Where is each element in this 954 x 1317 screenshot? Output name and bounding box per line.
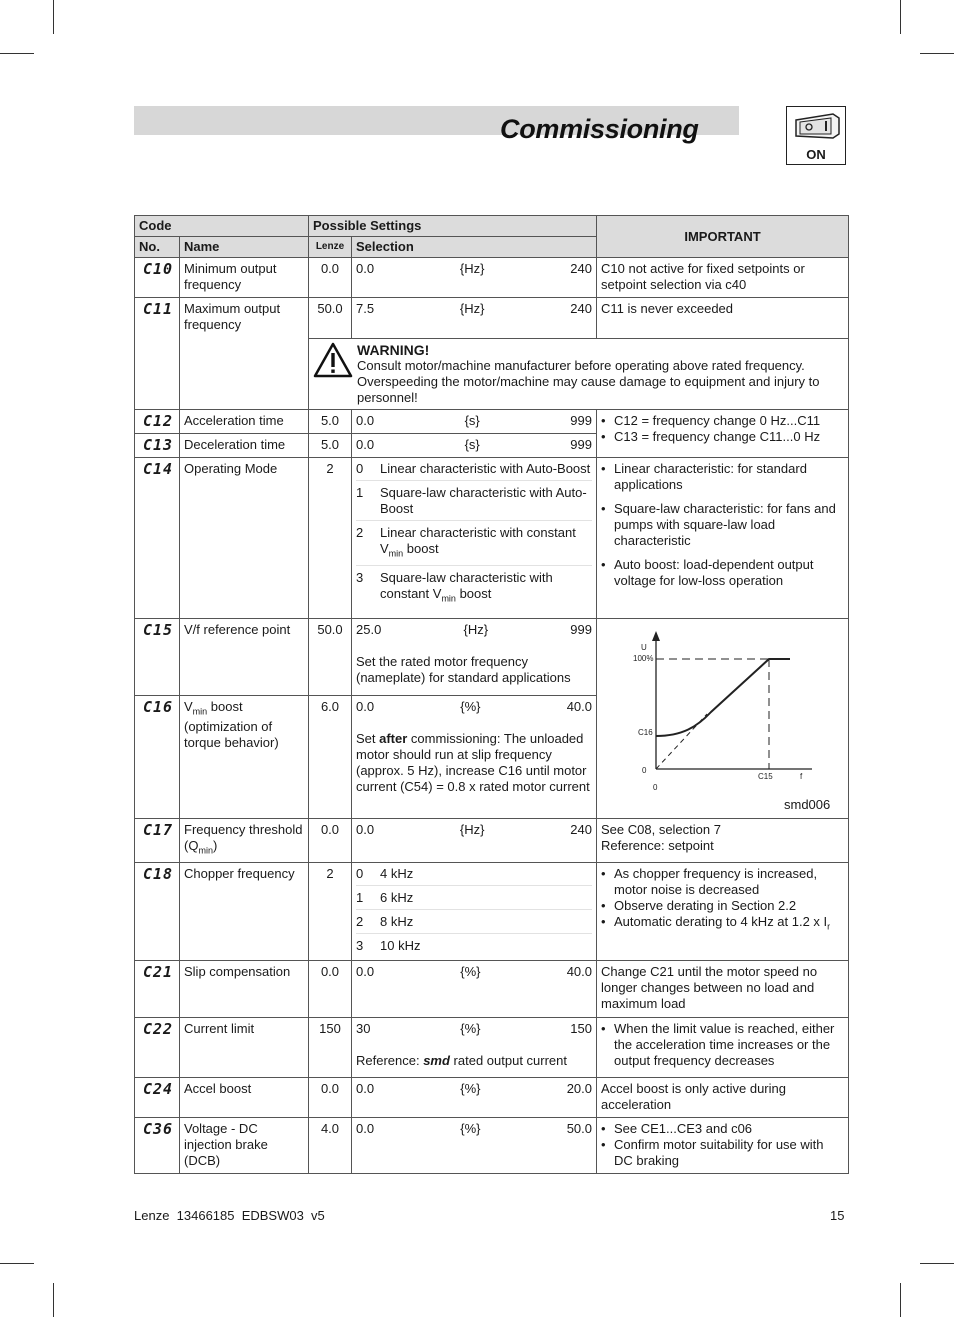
crop-mark	[0, 53, 34, 54]
table-row	[135, 298, 849, 339]
crop-mark	[920, 1263, 954, 1264]
page-title: Commissioning	[500, 114, 699, 144]
selection-cell	[352, 960, 597, 1017]
min-value: 0.0	[356, 1120, 375, 1136]
name-cell: Minimum output frequency	[180, 258, 309, 298]
figure-ref: smd006	[784, 797, 831, 812]
description: Set the rated motor frequency (nameplate) for standard applications	[356, 654, 571, 685]
selection-cell	[352, 862, 597, 960]
name-cell: Current limit	[180, 1017, 309, 1077]
selection-cell	[352, 819, 597, 863]
lenze-cell: 4.0	[309, 1117, 352, 1173]
name-cell: Deceleration time	[180, 434, 309, 458]
unit: {%}	[460, 963, 481, 979]
code-cell: C13	[135, 434, 180, 458]
description: Reference: smd rated output current	[356, 1052, 568, 1068]
code-cell: C14	[135, 458, 180, 619]
code-cell: C18	[135, 862, 180, 960]
table-row	[135, 1077, 849, 1117]
description: Set after commissioning: The unloaded motor should run at slip frequency (approx. 5 Hz), increase C16 until motor current (C54) = 0.8 x rated motor current	[356, 730, 590, 794]
page-number: 15	[830, 1208, 845, 1223]
name-cell: Frequency threshold $(Q_{min})$	[180, 819, 309, 863]
code-cell: C10	[135, 258, 180, 298]
header-row	[135, 216, 849, 237]
switch-icon	[787, 107, 845, 147]
code-cell: C16	[135, 695, 180, 818]
option-item: 0 Linear characteristic with Auto-Boost	[356, 461, 591, 476]
min-value: 0.0	[356, 698, 375, 714]
on-label: ON	[806, 147, 826, 162]
unit: {s}	[464, 437, 480, 452]
axis-label-f: f	[800, 772, 803, 781]
lenze-cell: 5.0	[309, 410, 352, 434]
lenze-cell: 0.0	[309, 1077, 352, 1117]
selection-cell	[352, 258, 597, 298]
graph-cell	[597, 619, 849, 819]
note-text: When the limit value is reached, either the acceleration time increases or the output frequency decreases	[614, 1020, 835, 1068]
lenze-cell: 50.0	[309, 298, 352, 339]
lenze-cell: 0.0	[309, 960, 352, 1017]
note-text: Square-law characteristic: for fans and pumps with square-law load characteristic	[614, 501, 836, 548]
max-value: 999	[570, 437, 592, 452]
max-value: 240	[570, 261, 592, 276]
option-item: 1 Square-law characteristic with Auto-Boost	[356, 480, 592, 520]
unit: {Hz}	[463, 622, 489, 637]
col-header-no: No.	[135, 237, 180, 258]
label-c15: C15	[758, 772, 773, 781]
label-zero-y: 0	[642, 766, 647, 775]
min-value: 0.0	[356, 261, 375, 276]
warning-title: WARNING!	[357, 342, 430, 358]
crop-mark	[900, 1283, 901, 1317]
lenze-cell: 0.0	[309, 258, 352, 298]
warning-text: Consult motor/machine manufacturer before operating above rated frequency. Overspeeding the motor/machine may cause damage to equipment and injury to personnel!	[357, 358, 820, 405]
crop-mark	[0, 1263, 34, 1264]
max-value: 150	[570, 1020, 592, 1036]
note-text: Observe derating in Section 2.2	[614, 897, 797, 913]
name-cell: Accel boost	[180, 1077, 309, 1117]
selection-cell	[352, 695, 597, 818]
important-cell: C10 not active for fixed setpoints or setpoint selection via c40	[597, 258, 849, 298]
max-value: 240	[570, 822, 592, 837]
warning-icon	[313, 342, 357, 406]
label-100-percent: 100%	[633, 654, 654, 663]
name-cell: $V_{min}$ boost (optimization of torque behavior)	[180, 695, 309, 818]
crop-mark	[53, 1283, 54, 1317]
min-value: 0.0	[356, 963, 375, 979]
selection-cell	[352, 1077, 597, 1117]
max-value: 40.0	[566, 698, 592, 714]
lenze-cell: 150	[309, 1017, 352, 1077]
selection-cell	[352, 410, 597, 434]
note-text: Confirm motor suitability for use with DC braking	[614, 1136, 824, 1168]
max-value: 999	[570, 413, 592, 428]
crop-mark	[900, 0, 901, 34]
code-cell: C17	[135, 819, 180, 863]
footer-doc-id: Lenze 13466185 EDBSW03 v5	[134, 1208, 325, 1223]
table-row	[135, 862, 849, 960]
important-cell: • When the limit value is reached, either the acceleration time increases or the output frequency decreases	[597, 1017, 849, 1077]
table-row	[135, 458, 849, 619]
note-text: Linear characteristic: for standard applications	[614, 461, 807, 492]
table-row	[135, 410, 849, 434]
code-cell: C22	[135, 1017, 180, 1077]
unit: {%}	[460, 1120, 481, 1136]
code-cell: C21	[135, 960, 180, 1017]
name-cell: Slip compensation	[180, 960, 309, 1017]
option-item: 3 Square-law characteristic with constant $V_{min}$ boost	[356, 565, 592, 610]
selection-cell	[352, 1117, 597, 1173]
code-cell: C15	[135, 619, 180, 696]
min-value: 0.0	[356, 822, 375, 837]
col-header-code: Code	[135, 216, 309, 237]
table-row	[135, 960, 849, 1017]
note-text: See CE1...CE3 and c06	[614, 1120, 753, 1136]
important-cell: See C08, selection 7 Reference: setpoint	[597, 819, 849, 863]
option-item: 1 6 kHz	[356, 885, 592, 909]
important-cell: • See CE1...CE3 and c06 • Confirm motor suitability for use with DC braking	[597, 1117, 849, 1173]
col-header-important: IMPORTANT	[597, 216, 849, 258]
lenze-cell: 0.0	[309, 819, 352, 863]
label-zero-x: 0	[653, 783, 658, 792]
table-row	[135, 1017, 849, 1077]
name-cell: V/f reference point	[180, 619, 309, 696]
selection-cell	[352, 434, 597, 458]
table-row	[135, 819, 849, 863]
note-text: As chopper frequency is increased, motor noise is decreased	[614, 865, 818, 897]
unit: {%}	[460, 1080, 481, 1096]
vf-characteristic-graph	[597, 619, 847, 814]
unit: {Hz}	[459, 261, 485, 276]
selection-cell	[352, 298, 597, 339]
note-text: Automatic derating to 4 kHz at 1.2 x $I_r$	[614, 913, 831, 932]
crop-mark	[53, 0, 54, 34]
min-value: 0.0	[356, 437, 375, 452]
max-value: 999	[570, 622, 592, 637]
max-value: 240	[570, 301, 592, 316]
min-value: 7.5	[356, 301, 375, 316]
lenze-cell: 2	[309, 862, 352, 960]
parameter-table	[134, 215, 849, 1174]
col-header-selection: Selection	[352, 237, 597, 258]
unit: {Hz}	[459, 301, 485, 316]
selection-cell	[352, 458, 597, 619]
min-value: 0.0	[356, 1080, 375, 1096]
label-c16: C16	[638, 728, 653, 737]
selection-cell	[352, 619, 597, 696]
code-cell: C12	[135, 410, 180, 434]
table-row	[135, 258, 849, 298]
name-cell: Operating Mode	[180, 458, 309, 619]
unit: {s}	[464, 413, 480, 428]
max-value: 20.0	[566, 1080, 592, 1096]
table-row	[135, 1117, 849, 1173]
option-item: 2 8 kHz	[356, 909, 592, 933]
code-cell: C11	[135, 298, 180, 410]
min-value: 0.0	[356, 413, 375, 428]
on-switch-icon	[786, 106, 846, 165]
note-text: Auto boost: load-dependent output voltage for low-loss operation	[614, 557, 814, 588]
important-cell: C11 is never exceeded	[597, 298, 849, 339]
unit: {%}	[460, 698, 481, 714]
option-item: 3 10 kHz	[356, 933, 592, 957]
note-text: C13 = frequency change C11...0 Hz	[614, 429, 821, 444]
important-cell: • C12 = frequency change 0 Hz...C11 • C13 = frequency change C11...0 Hz	[597, 410, 849, 458]
important-cell: Change C21 until the motor speed no longer changes between no load and maximum load	[597, 960, 849, 1017]
table-row	[135, 619, 849, 696]
axis-label-u: U	[641, 643, 647, 652]
lenze-cell: 50.0	[309, 619, 352, 696]
important-cell: • As chopper frequency is increased, motor noise is decreased • Observe derating in Section 2.2 • Automatic derating to 4 kHz at 1.2 x $I_r$	[597, 862, 849, 960]
unit: {Hz}	[459, 822, 485, 837]
important-cell: Accel boost is only active during acceleration	[597, 1077, 849, 1117]
name-cell: Voltage - DC injection brake (DCB)	[180, 1117, 309, 1173]
name-cell: Acceleration time	[180, 410, 309, 434]
lenze-cell: 2	[309, 458, 352, 619]
min-value: 30	[356, 1020, 371, 1036]
code-cell: C24	[135, 1077, 180, 1117]
name-cell: Chopper frequency	[180, 862, 309, 960]
warning-cell	[309, 339, 849, 410]
unit: {%}	[460, 1020, 481, 1036]
note-text: C12 = frequency change 0 Hz...C11	[614, 413, 821, 428]
col-header-possible: Possible Settings	[309, 216, 597, 237]
crop-mark	[920, 53, 954, 54]
option-item: 0 4 kHz	[356, 865, 414, 881]
max-value: 50.0	[566, 1120, 592, 1136]
lenze-cell: 6.0	[309, 695, 352, 818]
max-value: 40.0	[566, 963, 592, 979]
col-header-lenze: Lenze	[309, 237, 352, 258]
important-cell: • Linear characteristic: for standard applications • Square-law characteristic: for fans and pumps with square-law load characteristic • Auto boost: load-dependent output voltage for low-loss operation	[597, 458, 849, 619]
name-cell: Maximum output frequency	[180, 298, 309, 410]
col-header-name: Name	[180, 237, 309, 258]
code-cell: C36	[135, 1117, 180, 1173]
min-value: 25.0	[356, 622, 382, 637]
option-item: 2 Linear characteristic with constant $V_{min}$ boost	[356, 520, 592, 565]
lenze-cell: 5.0	[309, 434, 352, 458]
selection-cell	[352, 1017, 597, 1077]
